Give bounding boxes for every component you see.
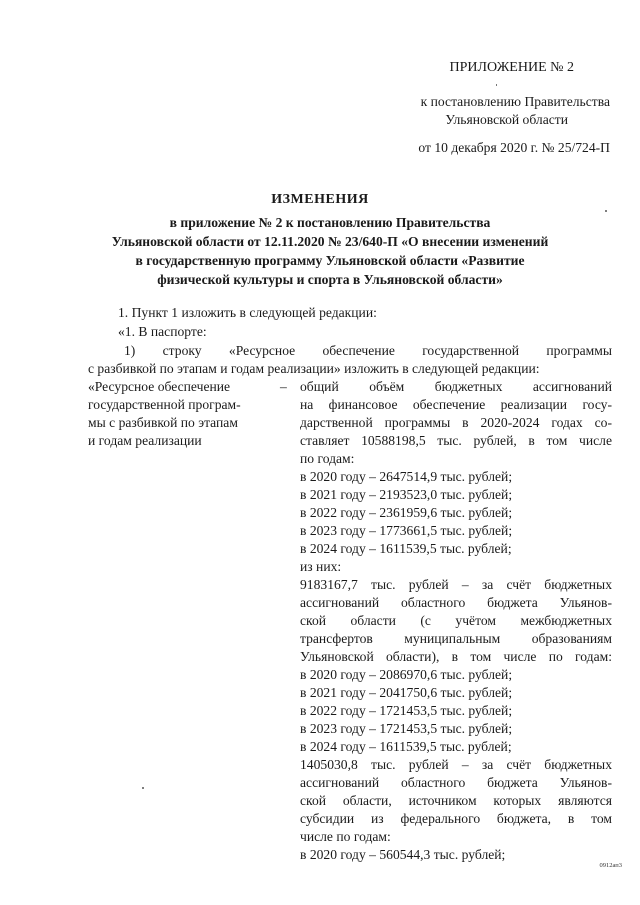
resolution-reference: к постановлению Правительства	[420, 94, 610, 109]
column-dash: –	[280, 379, 287, 394]
right-col-line: ской области, источником которых являются	[300, 793, 612, 808]
right-col-line: в 2024 году – 1611539,5 тыс. рублей;	[300, 739, 512, 754]
title-line: Ульяновской области от 12.11.2020 № 23/640-П «О внесении изменений	[111, 234, 549, 249]
right-col-line: ской области (с учётом межбюджетных	[300, 613, 612, 628]
right-col-line: ассигнований областного бюджета Ульянов-	[300, 595, 612, 610]
right-col-line: из них:	[300, 559, 342, 574]
right-col-line: ставляет 10588198,5 тыс. рублей, в том числе	[300, 433, 612, 448]
scan-speck	[605, 210, 607, 212]
paragraph-3-line-1: 1) строку «Ресурсное обеспечение государственной программы	[124, 343, 612, 358]
right-col-line: в 2022 году – 1721453,5 тыс. рублей;	[300, 703, 513, 718]
right-col-line: в 2020 году – 2647514,9 тыс. рублей;	[300, 469, 513, 484]
title-line: в государственную программу Ульяновской области «Развитие	[135, 253, 525, 268]
appendix-heading: ПРИЛОЖЕНИЕ № 2	[449, 60, 574, 75]
document-title: ИЗМЕНЕНИЯ	[271, 192, 369, 207]
title-line: физической культуры и спорта в Ульяновской области»	[157, 272, 503, 287]
document-code: 0912ап3	[599, 862, 622, 869]
right-col-line: на финансовое обеспечение реализации госу-	[300, 397, 612, 412]
right-col-line: в 2020 году – 560544,3 тыс. рублей;	[300, 847, 506, 862]
right-col-line: в 2022 году – 2361959,6 тыс. рублей;	[300, 505, 513, 520]
paragraph-1: 1. Пункт 1 изложить в следующей редакции:	[118, 305, 377, 320]
right-col-line: 9183167,7 тыс. рублей – за счёт бюджетных	[300, 577, 612, 592]
right-col-line: субсидии из федерального бюджета, в том	[300, 811, 612, 826]
right-col-line: Ульяновской области), в том числе по годам:	[300, 649, 612, 664]
right-col-line: в 2023 году – 1773661,5 тыс. рублей;	[300, 523, 513, 538]
scan-speck	[496, 84, 497, 86]
scan-speck	[142, 787, 144, 789]
right-col-line: по годам:	[300, 451, 355, 466]
left-col-line: государственной програм-	[88, 397, 241, 412]
right-col-line: общий объём бюджетных ассигнований	[300, 379, 612, 394]
right-col-line: в 2024 году – 1611539,5 тыс. рублей;	[300, 541, 512, 556]
title-line: в приложение № 2 к постановлению Правительства	[169, 215, 491, 230]
resolution-date-number: от 10 декабря 2020 г. № 25/724-П	[418, 140, 610, 155]
right-col-line: трансфертов муниципальным образованиям	[300, 631, 612, 646]
left-col-line: и годам реализации	[88, 433, 202, 448]
right-col-line: в 2020 году – 2086970,6 тыс. рублей;	[300, 667, 513, 682]
left-col-line: «Ресурсное обеспечение	[88, 379, 231, 394]
paragraph-2: «1. В паспорте:	[118, 324, 207, 339]
region-name: Ульяновской области	[445, 112, 568, 127]
right-col-line: числе по годам:	[300, 829, 391, 844]
right-col-line: в 2021 году – 2041750,6 тыс. рублей;	[300, 685, 513, 700]
left-col-line: мы с разбивкой по этапам	[88, 415, 238, 430]
right-col-line: 1405030,8 тыс. рублей – за счёт бюджетных	[300, 757, 612, 772]
right-col-line: ассигнований областного бюджета Ульянов-	[300, 775, 612, 790]
paragraph-3-line-2: с разбивкой по этапам и годам реализации» изложить в следующей редакции:	[88, 361, 540, 376]
right-col-line: дарственной программы в 2020-2024 годах со-	[300, 415, 612, 430]
right-col-line: в 2021 году – 2193523,0 тыс. рублей;	[300, 487, 513, 502]
right-col-line: в 2023 году – 1721453,5 тыс. рублей;	[300, 721, 513, 736]
